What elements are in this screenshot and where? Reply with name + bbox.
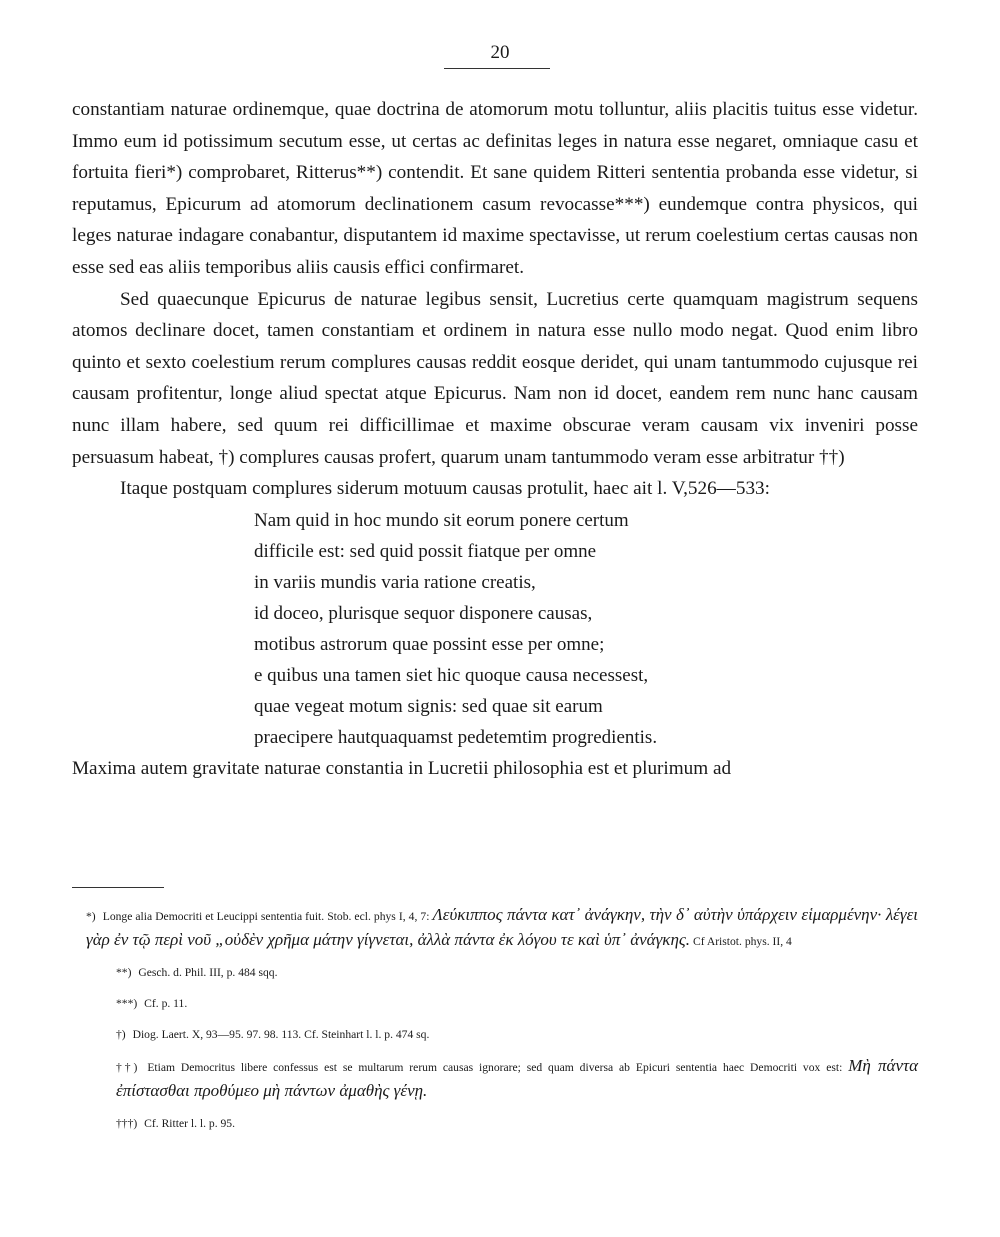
footnote-mark: *) [86, 910, 96, 923]
footnote-text: Diog. Laert. X, 93—95. 97. 98. 113. Cf. Steinhart l. l. p. 474 sq. [132, 1028, 430, 1041]
footnote-text: Cf. p. 11. [144, 997, 188, 1010]
page-number-rule [444, 68, 550, 69]
footnote-mark: †) [116, 1028, 126, 1041]
footnote-text: Longe alia Democriti et Leucippi sententia fuit. Stob. ecl. phys I, 4, 7: [102, 910, 430, 923]
main-text [72, 94, 918, 785]
verse-line: quae vegeat motum signis: sed quae sit earum [254, 696, 603, 718]
verse-line: praecipere hautquaquamst pedetemtim progredientis. [254, 727, 658, 749]
footnote-4 [64, 1023, 918, 1046]
footnote-3 [64, 992, 918, 1015]
greek-quotation: Λεύκιππος πάντα κατ᾽ ἀνάγκην, τὴν δ᾽ αὐτὴν ὑπάρχειν εἱμαρμένην· λέγει γὰρ ἐν τῷ περὶ νοῦ „οὐδὲν χρῆμα μάτην γίγνεται, ἀλλὰ πάντα ἐκ λόγου τε καὶ ὑπ᾽ ἀνάγκης. [86, 905, 918, 949]
footnote-1 [64, 903, 918, 953]
verse-quotation [254, 505, 918, 754]
verse-line: Nam quid in hoc mundo sit eorum ponere certum [254, 509, 629, 531]
footnote-text: Etiam Democritus libere confessus est se multarum rerum causas ignorare; sed quam diversa ab Epicuri sententia haec Democriti vox est: [147, 1061, 843, 1074]
footnote-mark: ***) [116, 997, 138, 1010]
paragraph-4: Maxima autem gravitate naturae constantia in Lucretii philosophia est et plurimum ad [72, 758, 732, 780]
paragraph-2: Sed quaecunque Epicurus de naturae legibus sensit, Lucretius certe quamquam magistrum sequens atomos declinare docet, tamen constantiam et ordinem in natura esse nullo modo negat. Quod enim libro quinto et sexto coelestium rerum complures causas reddit eosque deridet, qui unam tantummodo cujusque rei causam profitentur, longe aliud spectat atque Epicurus. Nam non id docet, eandem rem nunc hanc causam nunc illam habere, sed quum rei difficillimae et maxime obscurae veram causam vix inveniri posse persuasum habeat, †) complures causas profert, quarum unam tantummodo veram esse arbitratur ††) [72, 288, 918, 468]
page-number: 20 [490, 42, 510, 63]
footnote-mark: †††) [116, 1117, 138, 1130]
verse-line: e quibus una tamen siet hic quoque causa necessest, [254, 665, 649, 687]
footnote-mark: **) [116, 966, 132, 979]
footnote-text: Cf. Ritter l. l. p. 95. [144, 1117, 235, 1130]
greek-quotation: Μὴ πάντα ἐπίστασθαι προθύμεο μὴ πάντων ἀμαθὴς γένῃ. [116, 1056, 919, 1100]
footnote-mark: ††) [116, 1061, 138, 1074]
verse-line: in variis mundis varia ratione creatis, [254, 571, 536, 593]
paragraph-3: Itaque postquam complures siderum motuum causas protulit, haec ait l. V,526—533: [120, 478, 770, 500]
footnote-text: Gesch. d. Phil. III, p. 484 sqq. [138, 966, 278, 979]
footnote-5 [64, 1054, 918, 1104]
verse-line: motibus astrorum quae possint esse per omne; [254, 634, 605, 656]
footnote-citation: Cf Aristot. phys. II, 4 [692, 935, 792, 948]
paragraph-1: constantiam naturae ordinemque, quae doctrina de atomorum motu tolluntur, aliis placitis tuitus esse videtur. Immo eum id potissimum secutum esse, ut certas ac definitas leges in natura esse negaret, omniaque casu et fortuita fieri*) comprobaret, Ritterus**) contendit. Et sane quidem Ritteri sententia probanda esse videtur, si reputamus, Epicurum ad atomorum declinationem casum revocasse***) eundemque contra physicos, qui leges naturae indagare conabantur, disputantem id maxime spectavisse, ut rerum coelestium certas causas non esse sed eas aliis temporibus aliis causis effici confirmaret. [72, 99, 918, 278]
footnote-rule [72, 887, 164, 888]
footnote-6 [64, 1112, 918, 1135]
footnote-2 [64, 961, 918, 984]
footnotes [64, 903, 918, 1143]
verse-line: difficile est: sed quid possit fiatque per omne [254, 540, 597, 562]
verse-line: id doceo, plurisque sequor disponere causas, [254, 603, 593, 624]
